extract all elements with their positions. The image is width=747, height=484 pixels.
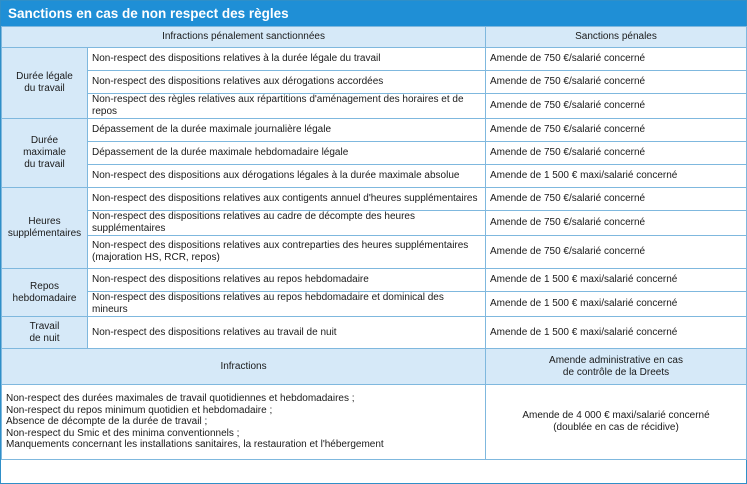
infraction-cell: Non-respect des dispositions relatives au repos hebdomadaire: [88, 269, 486, 292]
admin-row: [2, 385, 747, 460]
table-row: [2, 71, 747, 94]
admin-sanction-cell: Amende de 4 000 € maxi/salarié concerné (doublée en cas de récidive): [486, 385, 747, 460]
table-row: [2, 317, 747, 349]
list-item: Manquements concernant les installations sanitaires, la restauration et l'hébergement: [6, 439, 384, 451]
admin-infractions-list: [2, 385, 486, 460]
infraction-cell: Non-respect des dispositions relatives au cadre de décompte des heures supplémentaires: [88, 211, 486, 236]
table-row: [2, 142, 747, 165]
sanction-cell: Amende de 750 €/salarié concerné: [486, 119, 747, 142]
list-item: Absence de décompte de la durée de travail ;: [6, 416, 208, 428]
sanction-cell: Amende de 750 €/salarié concerné: [486, 48, 747, 71]
table-row: [2, 119, 747, 142]
group-label-heures-supplementaires: Heures supplémentaires: [2, 188, 88, 269]
table-row: [2, 269, 747, 292]
group-label-duree-legale: Durée légale du travail: [2, 48, 88, 119]
sanction-cell: Amende de 750 €/salarié concerné: [486, 71, 747, 94]
header-infractions: Infractions pénalement sanctionnées: [2, 27, 486, 48]
infraction-cell: Non-respect des règles relatives aux répartitions d'aménagement des horaires et de repos: [88, 94, 486, 119]
infraction-cell: Non-respect des dispositions relatives aux contigents annuel d'heures supplémentaires: [88, 188, 486, 211]
sanction-cell: Amende de 1 500 € maxi/salarié concerné: [486, 269, 747, 292]
infraction-cell: Non-respect des dispositions relatives aux contreparties des heures supplémentaires (majoration HS, RCR, repos): [88, 236, 486, 269]
table-row: [2, 292, 747, 317]
infraction-cell: Non-respect des dispositions relatives au repos hebdomadaire et dominical des mineurs: [88, 292, 486, 317]
sanction-cell: Amende de 1 500 € maxi/salarié concerné: [486, 317, 747, 349]
sanction-cell: Amende de 750 €/salarié concerné: [486, 94, 747, 119]
table-row: [2, 48, 747, 71]
table-row: [2, 211, 747, 236]
sanction-cell: Amende de 750 €/salarié concerné: [486, 142, 747, 165]
sanction-cell: Amende de 1 500 € maxi/salarié concerné: [486, 292, 747, 317]
sanction-cell: Amende de 1 500 € maxi/salarié concerné: [486, 165, 747, 188]
list-item: Non-respect du repos minimum quotidien et hebdomadaire ;: [6, 404, 273, 416]
sanction-cell: Amende de 750 €/salarié concerné: [486, 211, 747, 236]
group-label-repos-hebdomadaire: Repos hebdomadaire: [2, 269, 88, 317]
list-item: Non-respect du Smic et des minima conventionnels ;: [6, 427, 240, 439]
infraction-cell: Non-respect des dispositions relatives au travail de nuit: [88, 317, 486, 349]
sanction-cell: Amende de 750 €/salarié concerné: [486, 236, 747, 269]
table-header-row: [2, 27, 747, 48]
infraction-cell: Dépassement de la durée maximale journalière légale: [88, 119, 486, 142]
header-sanctions: Sanctions pénales: [486, 27, 747, 48]
list-item: Non-respect des durées maximales de travail quotidiennes et hebdomadaires ;: [6, 393, 355, 405]
header-amende-admin: Amende administrative en cas de contrôle de la Dreets: [486, 349, 747, 385]
infraction-cell: Non-respect des dispositions aux dérogations légales à la durée maximale absolue: [88, 165, 486, 188]
group-label-duree-maximale: Durée maximale du travail: [2, 119, 88, 188]
header-infractions-admin: Infractions: [2, 349, 486, 385]
table-row: [2, 236, 747, 269]
infraction-cell: Dépassement de la durée maximale hebdomadaire légale: [88, 142, 486, 165]
group-label-travail-de-nuit: Travail de nuit: [2, 317, 88, 349]
sanctions-table: [1, 26, 747, 460]
table-row: [2, 94, 747, 119]
table-row: [2, 188, 747, 211]
table-row: [2, 165, 747, 188]
sanction-cell: Amende de 750 €/salarié concerné: [486, 188, 747, 211]
infraction-cell: Non-respect des dispositions relatives aux dérogations accordées: [88, 71, 486, 94]
page-title: Sanctions en cas de non respect des règles: [1, 1, 746, 26]
infraction-cell: Non-respect des dispositions relatives à la durée légale du travail: [88, 48, 486, 71]
admin-header-row: [2, 349, 747, 385]
